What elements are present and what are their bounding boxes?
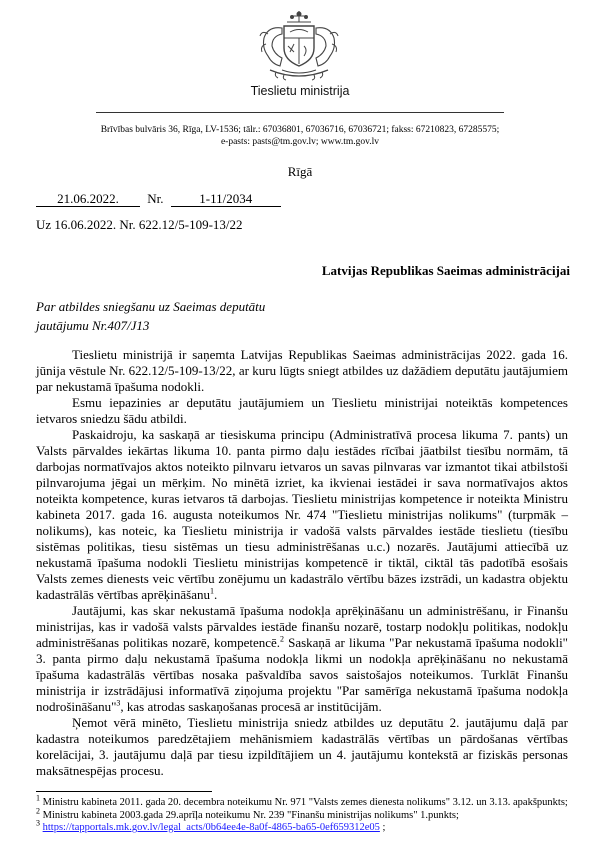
document-date: 21.06.2022. [36,191,140,207]
footnote-text: ; [379,822,386,833]
paragraph-text: Saskaņā ar likuma "Par nekustamā īpašuma nodokli" 3. panta pirmo daļu nekustamā īpašuma nodokļa likmi un nodokļa aprēķināšanu no nekustamā īpašuma kadastrālās vērtības nosaka pašvaldība savos saistošajos noteikumos. Turklāt Finanšu ministrija ir izstrādājusi informatīvā ziņojuma projektu "Par samērīga nekustamā īpašuma nodokļa nodrošināšanu" [36,635,568,714]
footnote-ref: 3 [116,698,121,708]
footnote-text: Ministru kabineta 2003.gada 29.aprīļa noteikumu Nr. 239 "Finanšu ministrijas nolikums" 1.punkts; [40,809,459,821]
footnote [36,793,568,810]
footnote-number: 2 [36,806,40,815]
footnote-number: 1 [36,793,40,803]
header-divider [96,112,504,113]
footnotes [36,793,568,835]
paragraph [36,603,568,715]
reference-line: Uz 16.06.2022. Nr. 622.12/5-109-13/22 [36,217,243,232]
paragraph: Tieslietu ministrijā ir saņemta Latvijas Republikas Saeimas administrācijas 2022. gada 16. jūnija vēstule Nr. 622.12/5-109-13/22, ar kuru lūgts sniegt atbildes uz dažādiem deputātu jautājumiem par nekustamā īpašuma nodokli. [36,347,568,394]
subject [36,297,265,335]
subject-line: Par atbildes sniegšanu uz Saeimas deputātu [36,299,266,314]
footnote-ref: 1 [209,586,214,596]
subject-line: jautājumu Nr.407/J13 [36,318,150,333]
letter-body [36,347,568,779]
paragraph [36,427,568,603]
paragraph: Ņemot vērā minēto, Tieslietu ministrija sniedz atbildes uz deputātu 2. jautājumu daļā par kadastra noteikumos paredzētajiem mehānismiem kadastrālās vērtības un pārdošanas vērtības korelācijai, 3. jautājumu daļā par tiesu izpildītājiem un 4. jautājumu kontekstā ar fiziskās personas maksātnespējas procesu. [36,715,568,778]
recipient: Latvijas Republikas Saeimas administrācijai [321,263,570,278]
footnote-number: 3 [36,818,40,828]
document-meta-line [36,191,281,207]
footnote-link[interactable]: https://tapportals.mk.gov.lv/legal_acts/0b64ee4e-8a0f-4865-ba65-0ef659312e05 [42,822,380,833]
city: Rīgā [287,164,313,179]
paragraph-text: . [213,587,218,602]
coat-of-arms-logo [254,8,344,84]
paragraph: Esmu iepazinies ar deputātu jautājumiem un Tieslietu ministrijai noteiktās kompetences ietvaros sniedzu šādu atbildi. [36,395,568,426]
footnote [36,806,568,823]
footnote-text: Ministru kabineta 2011. gada 20. decembra noteikumu Nr. 971 "Valsts zemes dienesta nolikums" 3.12. un 3.13. apakšpunkts; [40,797,568,808]
address-line: Brīvības bulvāris 36, Rīga, LV-1536; tālr.: 67036801, 67036716, 67036721; fakss: 67210823, 67285575; [100,125,500,135]
footnote-ref: 2 [280,634,285,644]
paragraph-text: Paskaidroju, ka saskaņā ar tiesiskuma principu (Administratīvā procesa likuma 7. pants) un Valsts pārvaldes iekārtas likuma 10. panta pirmo daļu iestādes rīcībai jāatbilst tiesību normām, tā darbojas normatīvajos aktos noteikto pilnvaru ietvaros un savas pilnvaras var izmantot tikai atbilstoši pilnvarojuma jēgai un mērķim. No minētā izriet, ka ikvienai iestādei ir sava normatīvajos aktos noteikta kompetence, kuras ietvaros tā darbojas. Tieslietu ministrijas kompetence ir noteikta Ministru kabineta 2017. gada 16. augusta noteikumos Nr. 474 "Tieslietu ministrijas nolikums" (turpmāk – nolikums), kas noteic, ka Tieslietu ministrija ir vadošā valsts pārvaldes iestāde tieslietu (tiesību sistēmas politikas, tiesu sistēmas un tiesu administrēšanas u.c.) nozarēs. Jautājumi attiecībā uz nekustamā īpašuma nodokli Tieslietu ministrijas kompetencē ir tiktāl, ciktāl tās padotībā esošais Valsts zemes dienests veic vērtību zonējumu un kadastrālo vērtību bāzes izstrādi, un kadastra objektu kadastrālās vērtības aprēķināšanu [36,427,568,602]
paragraph-text: Jautājumi, kas skar nekustamā īpašuma nodokļa aprēķināšanu un administrēšanu, ir Finanšu ministrijas, kas ir vadošā valsts pārvaldes iestāde finanšu nozarē, tostarp nodokļu politikas, nodokļu administrēšanas politikas nozarē, kompetencē. [36,603,568,650]
paragraph-text: , kas atrodas saskaņošanas procesā ar institūcijām. [120,699,382,714]
footnote [36,818,568,835]
footnote-divider [36,791,212,792]
number-label: Nr. [147,191,164,206]
ministry-name: Tieslietu ministrija [250,84,350,98]
contact-line: e-pasts: pasts@tm.gov.lv; www.tm.gov.lv [220,137,380,147]
document-number: 1-11/2034 [171,191,281,207]
